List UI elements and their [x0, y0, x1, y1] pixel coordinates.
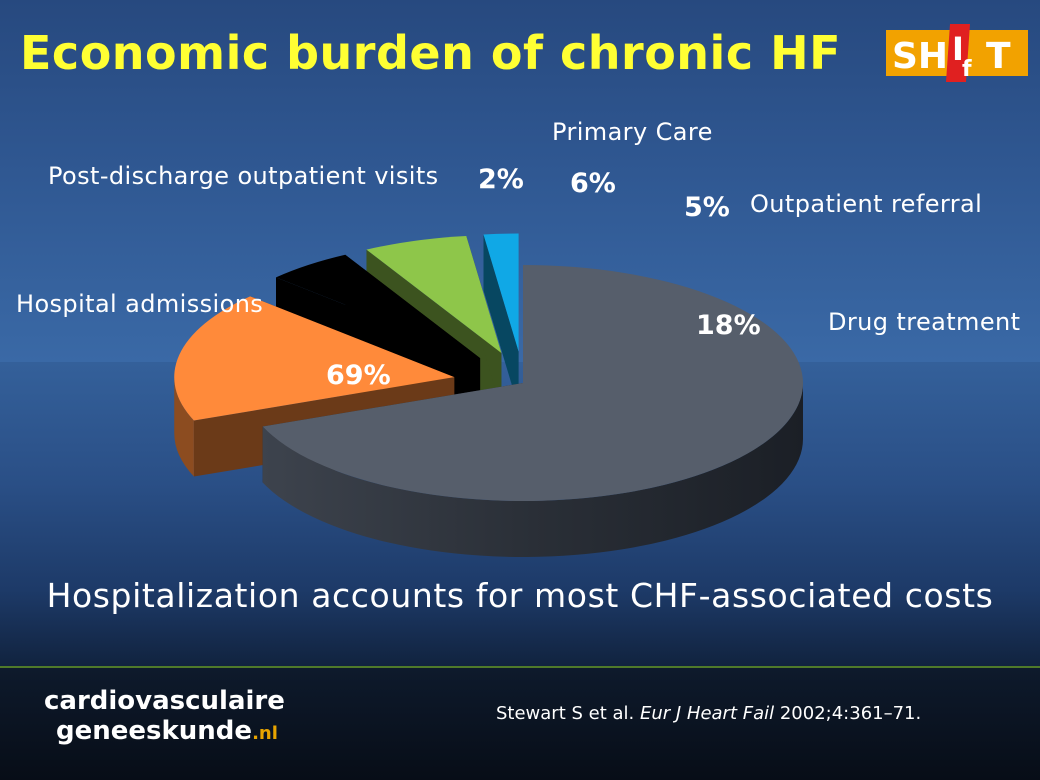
citation-authors: Stewart S et al. — [496, 703, 635, 724]
brand-line-2: geneeskunde — [56, 716, 253, 746]
brand-logo — [44, 686, 285, 749]
label-drug-treatment: Drug treatment — [828, 308, 1021, 336]
slide-title: Economic burden of chronic HF — [20, 26, 842, 80]
value-label-post-discharge: 2% — [478, 164, 524, 195]
brand-line-1: cardiovasculaire — [44, 686, 285, 716]
label-hospital-admissions: Hospital admissions — [16, 290, 264, 318]
value-label-outpatient-referral: 5% — [684, 192, 730, 223]
logo-text-right: T — [986, 36, 1011, 77]
brand-line-2-wrap — [44, 716, 285, 749]
slide-subtitle: Hospitalization accounts for most CHF-associated costs — [46, 576, 994, 615]
label-outpatient-referral: Outpatient referral — [750, 190, 983, 218]
value-label-primary-care: 6% — [570, 168, 616, 199]
value-label-drug-treatment: 18% — [696, 310, 761, 341]
value-label-hospital-admissions: 69% — [326, 360, 391, 391]
logo-text-small: f — [962, 57, 972, 82]
citation-journal: Eur J Heart Fail — [639, 703, 775, 724]
logo-text-left: SH — [892, 36, 949, 77]
logo-text-mid: I — [952, 30, 964, 68]
label-primary-care: Primary Care — [552, 118, 713, 146]
brand-suffix: .nl — [252, 723, 278, 744]
citation-ref: 2002;4:361–71. — [779, 703, 922, 724]
label-post-discharge: Post-discharge outpatient visits — [48, 162, 439, 190]
citation — [496, 703, 921, 724]
